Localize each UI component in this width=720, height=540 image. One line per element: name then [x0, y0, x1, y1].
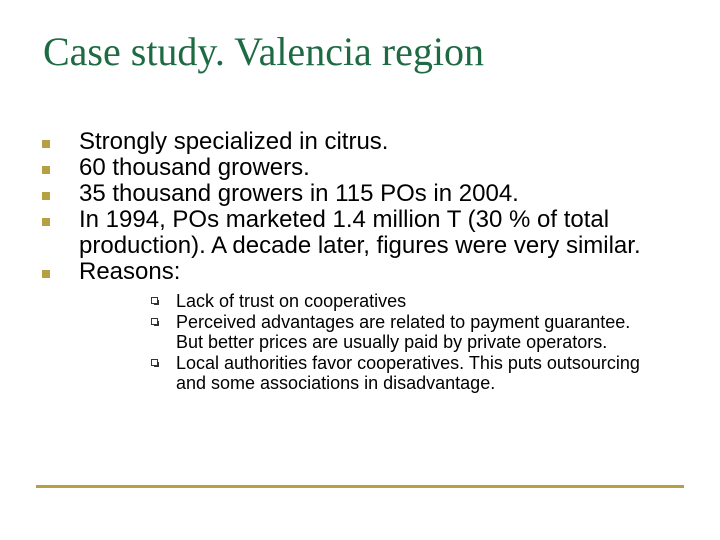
bullet-list — [0, 129, 720, 393]
bullet-text: 35 thousand growers in 115 POs in 2004. — [79, 180, 519, 207]
sub-bullet-text-line-1: Perceived advantages are related to payment guarantee. — [176, 312, 631, 332]
bullet-item-reasons — [0, 259, 720, 393]
square-bullet-icon — [42, 140, 50, 148]
sub-bullet-text-line-2: But better prices are usually paid by private operators. — [176, 332, 608, 352]
sub-bullet-text: Lack of trust on cooperatives — [176, 291, 407, 311]
bullet-item-pos-2004 — [0, 181, 720, 207]
hollow-square-bullet-icon — [151, 318, 158, 325]
slide-title: Case study. Valencia region — [43, 29, 484, 74]
square-bullet-icon — [42, 270, 50, 278]
sub-bullet-item-payment — [79, 312, 720, 352]
bullet-item-1994-marketing — [0, 207, 720, 259]
footer-divider — [36, 485, 684, 488]
bullet-text: 60 thousand growers. — [79, 154, 310, 181]
square-bullet-icon — [42, 166, 50, 174]
sub-bullet-text-line-1: Local authorities favor cooperatives. This puts outsourcing — [176, 353, 640, 373]
bullet-text: Reasons: — [79, 258, 181, 285]
sub-bullet-text-line-2: and some associations in disadvantage. — [176, 373, 496, 393]
sub-bullet-list — [79, 291, 720, 393]
bullet-text: Strongly specialized in citrus. — [79, 128, 389, 155]
bullet-item-growers — [0, 155, 720, 181]
bullet-text-line-2: production). A decade later, figures were very similar. — [79, 232, 641, 259]
sub-bullet-item-trust — [79, 291, 720, 311]
hollow-square-bullet-icon — [151, 359, 158, 366]
sub-bullet-item-authorities — [79, 353, 720, 393]
square-bullet-icon — [42, 218, 50, 226]
square-bullet-icon — [42, 192, 50, 200]
bullet-text-line-1: In 1994, POs marketed 1.4 million T (30 % of total — [79, 206, 610, 233]
hollow-square-bullet-icon — [151, 297, 158, 304]
bullet-item-citrus — [0, 129, 720, 155]
